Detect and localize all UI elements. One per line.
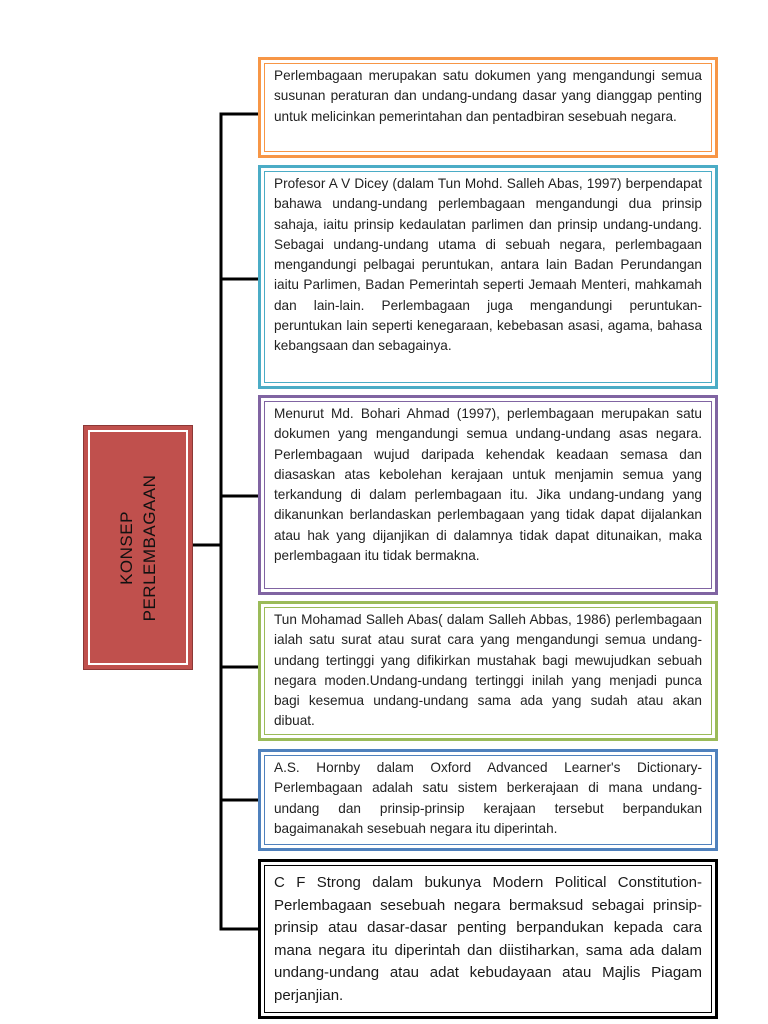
central-concept-title bbox=[115, 474, 161, 621]
definition-box-4 bbox=[258, 601, 718, 741]
definition-box-3 bbox=[258, 395, 718, 595]
definition-box-6 bbox=[258, 859, 718, 1019]
definition-text-1: Perlembagaan merupakan satu dokumen yang mengandungi semua susunan peraturan dan undang-undang dasar yang dianggap penting untuk melicinkan pemerintahan dan pentadbiran sesebuah negara. bbox=[274, 68, 702, 124]
definition-text-5: A.S. Hornby dalam Oxford Advanced Learner's Dictionary-Perlembagaan adalah satu sistem berkerajaan di mana undang-undang dan prinsip-prinsip kerajaan tersebut berpandukan bagaimanakah sesebuah negara itu diperintah. bbox=[274, 760, 702, 836]
central-concept-box bbox=[83, 425, 193, 670]
definition-box-1 bbox=[258, 57, 718, 158]
definition-text-2: Profesor A V Dicey (dalam Tun Mohd. Salleh Abas, 1997) berpendapat bahawa undang-undang perlembagaan mengandungi dua prinsip sahaja, iaitu prinsip kedaulatan parlimen dan prinsip undang-undang. Sebagai undang-undang utama di sebuah negara, perlembagaan mengandungi pelbagai peruntukan, antara lain Badan Perundangan iaitu Parlimen, Badan Pemerintah seperti Jemaah Menteri, mahkamah dan lain-lain. Perlembagaan juga mengandungi peruntukan-peruntukan lain seperti kenegaraan, kebebasan asasi, agama, bahasa kebangsaan dan sebagainya. bbox=[274, 176, 702, 354]
definition-box-2 bbox=[258, 165, 718, 389]
definition-text-4: Tun Mohamad Salleh Abas( dalam Salleh Abbas, 1986) perlembagaan ialah satu surat atau surat cara yang mengandungi semua undang-undang tertinggi yang difikirkan mustahak bagi mewujudkan sebuah negara moden.Undang-undang tertinggi inilah yang menjadi punca bagi kesemua undang-undang sama ada yang sudah atau akan dibuat. bbox=[274, 612, 702, 729]
definition-text-3: Menurut Md. Bohari Ahmad (1997), perlembagaan merupakan satu dokumen yang mengandungi semua undang-undang asas negara. Perlembagaan wujud daripada kehendak keadaan semasa dan diasaskan atas kebolehan kerajaan untuk menjamin semua yang terkandung di dalam perlembagaan itu. Jika undang-undang yang dikanunkan berlandaskan perlembagaan yang tidak dapat dijalankan atau hak yang dijanjikan di dalamnya tidak dapat ditunaikan, maka perlembagaan itu tidak bermakna. bbox=[274, 406, 702, 564]
central-concept-title-line-1: KONSEP bbox=[117, 510, 136, 585]
definition-text-6: C F Strong dalam bukunya Modern Political Constitution-Perlembagaan sesebuah negara bermaksud sebagai prinsip-prinsip atau dasar-dasar penting berpandukan kepada cara mana negara itu diperintah dan diistiharkan, sama ada dalam undang-undang atau adat kebudayaan atau Majlis Piagam perjanjian. bbox=[274, 874, 702, 1004]
definition-box-5 bbox=[258, 749, 718, 851]
central-concept-title-line-2: PERLEMBAGAAN bbox=[140, 474, 159, 621]
